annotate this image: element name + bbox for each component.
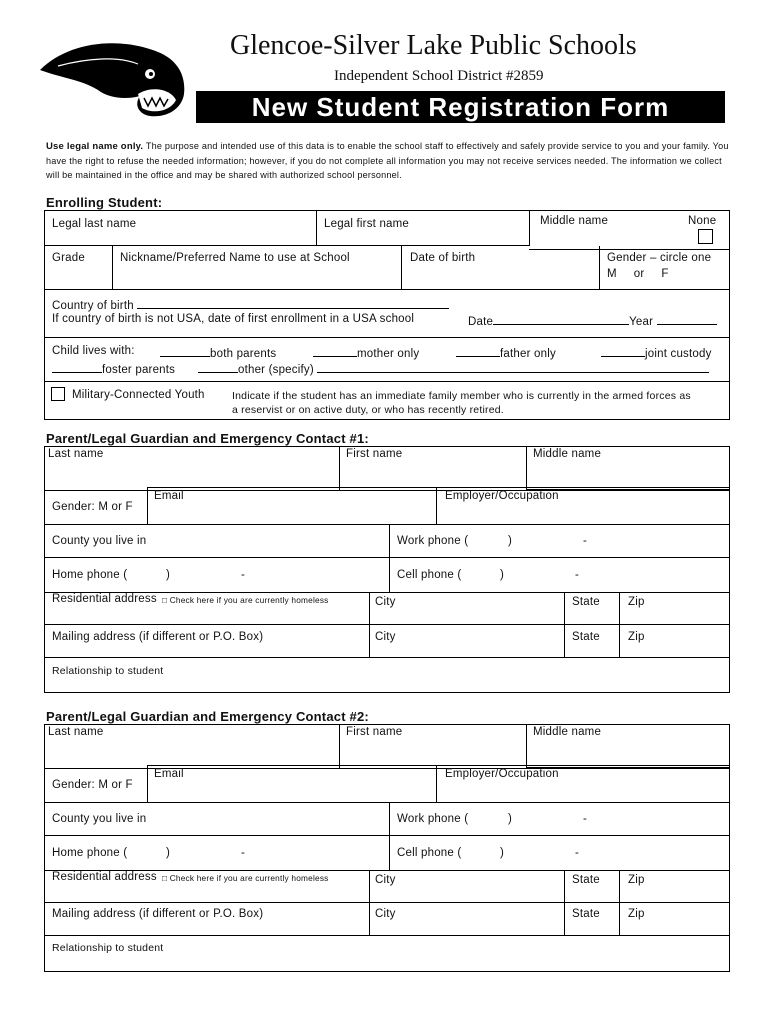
- country-of-birth-line[interactable]: [137, 297, 449, 309]
- g2-home-phone-dash: -: [241, 847, 246, 859]
- other-specify-line[interactable]: [317, 361, 709, 373]
- g2-cell-phone-label[interactable]: Cell phone (: [397, 847, 462, 859]
- g2-email-label: Email: [154, 768, 184, 780]
- both-parents-line[interactable]: [160, 345, 210, 357]
- g2-residential-label[interactable]: Residential address: [52, 871, 157, 883]
- both-parents-option[interactable]: [160, 345, 276, 360]
- g2-cell-phone-paren: ): [500, 847, 505, 859]
- g1-email-label: Email: [154, 490, 184, 502]
- g1-city-column[interactable]: [369, 592, 565, 658]
- gender-options[interactable]: M or F: [607, 268, 669, 280]
- g2-city-column[interactable]: [369, 870, 565, 936]
- g1-work-phone-dash: -: [583, 535, 588, 547]
- father-only-text: father only: [500, 348, 556, 360]
- legal-first-name-label: Legal first name: [324, 218, 410, 230]
- g2-city-label: City: [375, 874, 396, 886]
- enrollment-date-label: [468, 313, 717, 328]
- g2-mailing-zip-label[interactable]: Zip: [628, 908, 645, 920]
- joint-custody-text: joint custody: [645, 348, 712, 360]
- joint-custody-line[interactable]: [601, 345, 645, 357]
- g1-address-divider: [44, 624, 730, 625]
- middle-name-label: Middle name: [540, 215, 609, 227]
- g1-last-name-label: Last name: [48, 448, 104, 460]
- g2-homeless-checkbox[interactable]: □ Check here if you are currently homeless: [162, 873, 329, 883]
- both-parents-text: both parents: [210, 348, 277, 360]
- g1-divider: [389, 524, 390, 592]
- g1-home-phone-dash: -: [241, 569, 246, 581]
- father-only-line[interactable]: [456, 345, 500, 357]
- g2-work-phone-paren: ): [508, 813, 513, 825]
- enrollment-year-line[interactable]: [657, 313, 717, 325]
- intro-bold: Use legal name only.: [46, 141, 144, 152]
- g1-home-phone-paren: ): [166, 569, 171, 581]
- country-of-birth-text: Country of birth: [52, 300, 134, 312]
- g2-mailing-state-label[interactable]: State: [572, 908, 600, 920]
- g2-employer-label: Employer/Occupation: [445, 768, 559, 780]
- enrollment-date-line[interactable]: [493, 313, 629, 325]
- section-enrolling-student: Enrolling Student:: [46, 195, 163, 210]
- military-checkbox[interactable]: [51, 387, 65, 401]
- date-text: Date: [468, 316, 494, 328]
- lives-with-label: Child lives with:: [52, 345, 135, 357]
- form-title: New Student Registration Form: [196, 91, 725, 123]
- g1-gender-label: Gender: M or F: [52, 501, 133, 513]
- school-name: Glencoe-Silver Lake Public Schools: [230, 30, 637, 61]
- foster-parents-text: foster parents: [102, 364, 176, 376]
- g2-last-name-label: Last name: [48, 726, 104, 738]
- g2-relationship-label[interactable]: Relationship to student: [52, 942, 164, 954]
- g1-mailing-state-label[interactable]: State: [572, 631, 600, 643]
- g2-email-field[interactable]: [147, 765, 437, 802]
- country-of-birth-label: [52, 297, 449, 312]
- g1-mailing-zip-label[interactable]: Zip: [628, 631, 645, 643]
- g1-zip-divider: [619, 592, 620, 658]
- year-text: Year: [629, 316, 654, 328]
- legal-last-name-label: Legal last name: [52, 218, 137, 230]
- g2-row-3: [44, 802, 730, 836]
- g2-mailing-city-label: City: [375, 908, 396, 920]
- g2-cell-phone-dash: -: [575, 847, 580, 859]
- g1-state-label[interactable]: State: [572, 596, 600, 608]
- none-label: None: [688, 215, 717, 227]
- g1-middle-name-label: Middle name: [533, 448, 602, 460]
- other-specify-text: other (specify): [238, 364, 314, 376]
- g2-county-label[interactable]: County you live in: [52, 813, 147, 825]
- foster-parents-line[interactable]: [52, 361, 102, 373]
- g1-employer-label: Employer/Occupation: [445, 490, 559, 502]
- other-specify-option[interactable]: [198, 361, 709, 376]
- g2-home-phone-paren: ): [166, 847, 171, 859]
- mother-only-text: mother only: [357, 348, 420, 360]
- joint-custody-option[interactable]: [601, 345, 712, 360]
- g1-cell-phone-paren: ): [500, 569, 505, 581]
- mother-only-line[interactable]: [313, 345, 357, 357]
- grade-label: Grade: [52, 252, 85, 264]
- district-name: Independent School District #2859: [334, 68, 544, 84]
- g2-work-phone-dash: -: [583, 813, 588, 825]
- g2-divider: [389, 802, 390, 870]
- g1-mailing-city-label: City: [375, 631, 396, 643]
- g2-first-name-label: First name: [346, 726, 403, 738]
- panther-logo-icon: [38, 36, 188, 120]
- g1-city-label: City: [375, 596, 396, 608]
- other-line[interactable]: [198, 361, 238, 373]
- g1-cell-phone-label[interactable]: Cell phone (: [397, 569, 462, 581]
- g1-email-field[interactable]: [147, 487, 437, 524]
- g1-residential-label[interactable]: Residential address: [52, 593, 157, 605]
- father-only-option[interactable]: [456, 345, 556, 360]
- g1-cell-phone-dash: -: [575, 569, 580, 581]
- intro-paragraph: [46, 139, 730, 182]
- g1-relationship-label[interactable]: Relationship to student: [52, 665, 164, 677]
- military-note-1: Indicate if the student has an immediate family member who is currently in the armed forces as: [232, 390, 691, 402]
- g2-middle-name-label: Middle name: [533, 726, 602, 738]
- country-usa-label: If country of birth is not USA, date of first enrollment in a USA school: [52, 313, 415, 325]
- g1-zip-label[interactable]: Zip: [628, 596, 645, 608]
- g1-county-label[interactable]: County you live in: [52, 535, 147, 547]
- g2-address-divider: [44, 902, 730, 903]
- middle-none-checkbox[interactable]: [698, 229, 713, 244]
- g1-work-phone-label[interactable]: Work phone (: [397, 535, 469, 547]
- g2-zip-label[interactable]: Zip: [628, 874, 645, 886]
- gender-label: Gender – circle one: [607, 252, 712, 264]
- g2-gender-label: Gender: M or F: [52, 779, 133, 791]
- nickname-label: Nickname/Preferred Name to use at School: [120, 252, 350, 264]
- date-of-birth-label: Date of birth: [410, 252, 476, 264]
- section-guardian-1: Parent/Legal Guardian and Emergency Contact #1:: [46, 431, 369, 446]
- g1-mailing-label[interactable]: Mailing address (if different or P.O. Box): [52, 631, 264, 643]
- g2-home-phone-label[interactable]: Home phone (: [52, 847, 128, 859]
- mother-only-option[interactable]: [313, 345, 419, 360]
- g1-homeless-checkbox[interactable]: □ Check here if you are currently homeless: [162, 595, 329, 605]
- g1-home-phone-label[interactable]: Home phone (: [52, 569, 128, 581]
- g2-mailing-label[interactable]: Mailing address (if different or P.O. Box): [52, 908, 264, 920]
- intro-text: The purpose and intended use of this data is to enable the school staff to effectively and safely provide service to you and your family. You have the right to refuse the needed information; however, if you do not complete all information you may not receive services needed. The information we collect will be maintained in the office and may be shared with authorized school personnel.: [46, 141, 729, 180]
- g1-row-3: [44, 524, 730, 558]
- foster-parents-option[interactable]: [52, 361, 175, 376]
- g2-zip-divider: [619, 870, 620, 936]
- military-note-2: a reservist or on active duty, or who has recently retired.: [232, 404, 504, 416]
- g2-state-label[interactable]: State: [572, 874, 600, 886]
- g1-first-name-label: First name: [346, 448, 403, 460]
- section-guardian-2: Parent/Legal Guardian and Emergency Contact #2:: [46, 709, 369, 724]
- g2-work-phone-label[interactable]: Work phone (: [397, 813, 469, 825]
- military-label: Military-Connected Youth: [72, 389, 205, 401]
- g1-work-phone-paren: ): [508, 535, 513, 547]
